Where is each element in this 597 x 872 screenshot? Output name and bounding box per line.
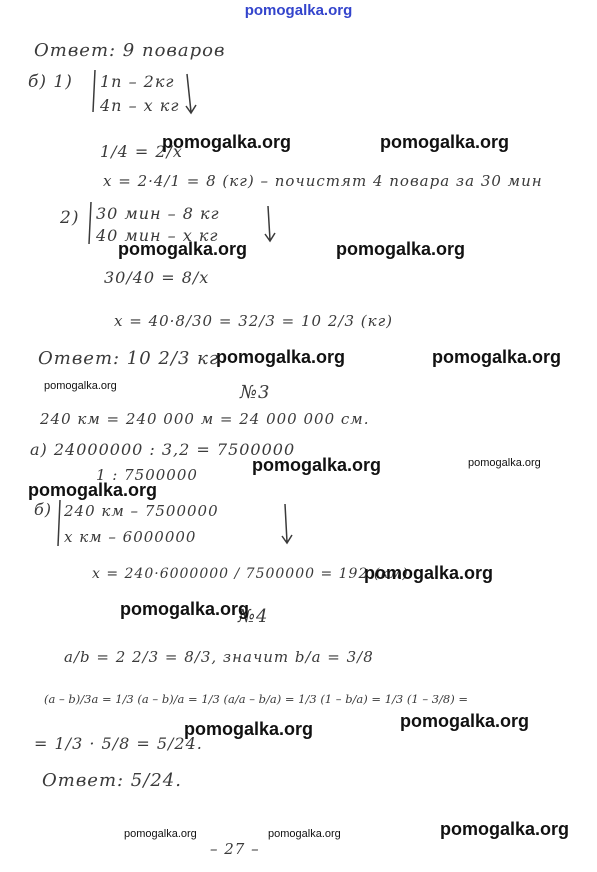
watermark: pomogalka.org <box>336 239 466 259</box>
arrow-down-1 <box>186 74 196 113</box>
part-b-label: б) 1) <box>28 72 73 92</box>
watermark: pomogalka.org <box>28 480 158 500</box>
equation-line-1: 1/4 = 2/x <box>100 142 183 161</box>
part-b3-label: б) <box>34 500 53 519</box>
page-number: – 27 – <box>210 840 260 858</box>
bracket-line-2 <box>89 202 91 244</box>
task-4-heading: №4 <box>238 606 269 627</box>
equation-line-8: = 1/3 · 5/8 = 5/24. <box>34 734 203 753</box>
arrow-down-3 <box>282 504 292 543</box>
equation-line-2: x = 2·4/1 = 8 (кг) – почистят 4 повара за 30 мин <box>103 172 543 190</box>
watermark: pomogalka.org <box>400 711 530 731</box>
watermark: pomogalka.org <box>252 455 382 475</box>
proportion-row-5: 240 км – 7500000 <box>64 502 219 520</box>
answer-line-1: Ответ: 9 поваров <box>34 40 226 61</box>
watermark: pomogalka.org <box>440 819 570 839</box>
watermark: pomogalka.org <box>118 239 248 259</box>
watermark: pomogalka.org <box>216 347 346 367</box>
conversion-line: 240 км = 240 000 м = 24 000 000 см. <box>40 410 370 428</box>
step-2-label: 2) <box>60 208 80 228</box>
part-a-line: а) 24000000 : 3,2 = 7500000 <box>30 440 296 459</box>
equation-line-3: 30/40 = 8/x <box>104 268 210 287</box>
watermark: pomogalka.org <box>124 828 197 840</box>
equation-line-7: (a – b)/3a = 1/3 (a – b)/a = 1/3 (a/a – b/a) = 1/3 (1 – b/a) = 1/3 (1 – 3/8) = <box>44 692 469 706</box>
watermark: pomogalka.org <box>468 457 541 469</box>
watermark: pomogalka.org <box>380 132 510 152</box>
watermark: pomogalka.org <box>432 347 562 367</box>
site-header[interactable]: pomogalka.org <box>244 2 353 19</box>
bracket-line-3 <box>58 500 60 546</box>
equation-line-4: x = 40·8/30 = 32/3 = 10 2/3 (кг) <box>114 312 394 330</box>
watermark: pomogalka.org <box>44 380 117 392</box>
watermark: pomogalka.org <box>184 719 314 739</box>
answer-line-3: Ответ: 5/24. <box>42 770 182 791</box>
watermark: pomogalka.org <box>120 599 250 619</box>
proportion-row-3: 30 мин – 8 кг <box>96 204 220 223</box>
watermark: pomogalka.org <box>162 132 292 152</box>
task-3-heading: №3 <box>240 382 271 403</box>
bracket-line-1 <box>93 70 95 112</box>
proportion-row-1: 1п – 2кг <box>100 72 175 91</box>
proportion-row-2: 4п – х кг <box>100 96 180 115</box>
proportion-row-6: х км – 6000000 <box>64 528 197 546</box>
arrow-down-2 <box>265 206 275 241</box>
answer-line-2: Ответ: 10 2/3 кг <box>38 348 219 369</box>
watermark: pomogalka.org <box>268 828 341 840</box>
scale-line: 1 : 7500000 <box>96 466 198 484</box>
equation-line-5: x = 240·6000000 / 7500000 = 192 (км) <box>92 566 409 582</box>
proportion-row-4: 40 мин – х кг <box>96 226 219 245</box>
watermark: pomogalka.org <box>364 563 494 583</box>
equation-line-6: a/b = 2 2/3 = 8/3, значит b/a = 3/8 <box>64 648 374 666</box>
